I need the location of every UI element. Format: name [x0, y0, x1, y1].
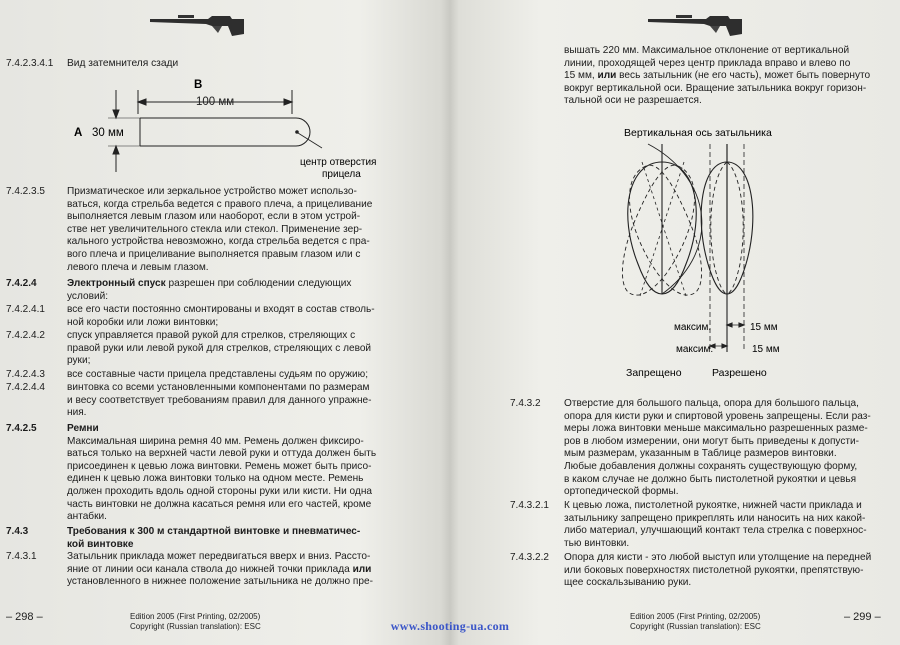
rifle-icon	[148, 6, 248, 40]
text-line: линии, проходящей через центр приклада вправо и влево по	[564, 57, 851, 69]
footer-line: Edition 2005 (First Printing, 02/2005)	[130, 612, 261, 621]
text-line: мым размерам, указанным в Таблице размеров винтовки.	[564, 448, 837, 460]
text-line: установленного в нижнее положение затыльника не должно пре-	[67, 576, 373, 588]
label-forbidden: Запрещено	[626, 367, 682, 379]
max-label: максим.	[676, 344, 714, 355]
bold-term: или	[352, 563, 372, 575]
rifle-icon	[646, 6, 746, 40]
section-number: 7.4.2.4.1	[6, 304, 45, 315]
text-line: кального устройства невозможно, когда стрельба ведется с пра-	[67, 236, 370, 248]
section-number: 7.4.2.4.2	[6, 330, 45, 341]
text-line: тью винтовки.	[564, 537, 630, 549]
text-line: Отверстие для большого пальца, опора для большого пальца,	[564, 398, 859, 409]
text-line: правой руки или левой рукой для стрелков, стреляющих с левой	[67, 342, 372, 354]
text-line: ров в любом измерении, они могут быть приведены к допусти-	[564, 435, 860, 447]
text-line: спуск управляется правой рукой для стрелков, стреляющих с	[67, 330, 356, 341]
text-line: все составные части прицела представлены судьям по оружию;	[67, 369, 369, 380]
text-line: вышать 220 мм. Максимальное отклонение от вертикальной	[564, 45, 850, 56]
text-line: Максимальная ширина ремня 40 мм. Ремень должен фиксиро-	[67, 435, 364, 447]
text-line: условий:	[67, 290, 109, 302]
text-line: затыльнику запрещено прикреплять или наносить на них какой-	[564, 512, 866, 524]
dim-15: 15 мм	[750, 322, 778, 333]
section-title: Ремни	[67, 423, 99, 434]
text-line: Опора для кисти - это любой выступ или утолщение на передней	[564, 552, 872, 563]
text-line: меры ложа винтовки меньше максимально разрешенных разме-	[564, 423, 868, 435]
text-line: тальной оси не разрешается.	[564, 95, 702, 107]
text-line: стве нет увеличительного стекла или стекол. Применение зер-	[67, 223, 363, 235]
section-number: 7.4.3.1	[6, 551, 37, 562]
text-line: щее соскальзыванию руки.	[564, 577, 692, 589]
text-line: Требования к 300 м стандартной винтовке и пневматичес-	[67, 526, 361, 537]
buttplate-diagram	[602, 122, 852, 384]
section-text	[67, 278, 385, 303]
text-line: левого плеча и левым глазом.	[67, 261, 209, 273]
max-label: максим.	[674, 322, 712, 333]
text-line: должен проходить вдоль одной стороны руки или кисти. Ни одна	[67, 485, 373, 497]
text-line: присоединен к цевью ложа винтовки. Ремень может быть присо-	[67, 460, 372, 472]
text-line: ваться только на верхней части левой руки и оттуда должен быть	[67, 448, 377, 460]
text-line: кой винтовке	[67, 538, 134, 550]
section-text	[67, 186, 385, 274]
bold-term: Электронный спуск	[67, 278, 166, 289]
bold-term: или	[597, 70, 617, 82]
left-page	[0, 0, 448, 645]
text-run: разрешен при соблюдении следующих	[165, 278, 352, 289]
footer-line: Copyright (Russian translation): ESC	[630, 621, 761, 631]
text-line: часть винтовки не должна касаться ремня или его частей, кроме	[67, 498, 372, 510]
text-line: Любые добавления должны сохранять существующую форму,	[564, 460, 858, 472]
text-line: вокруг вертикальной оси. Вращение затыльника вокруг горизон-	[564, 82, 867, 94]
label-b: B	[194, 79, 203, 91]
right-page	[452, 0, 900, 645]
text-line: либо материал, улучшающий контакт тела стрелка с поверхнос-	[564, 525, 867, 537]
text-run: 15 мм,	[564, 70, 598, 82]
diagram-title: Вертикальная ось затыльника	[624, 127, 772, 139]
section-number: 7.4.2.5	[6, 423, 37, 434]
text-line: ной коробки или ложи винтовки;	[67, 316, 219, 328]
text-line: вого плеча и прицеливание выполняется правым глазом или с	[67, 248, 361, 260]
section-number: 7.4.2.4	[6, 278, 37, 289]
page-number: – 299 –	[844, 611, 881, 623]
label-allowed: Разрешено	[712, 367, 767, 379]
label-a: A	[74, 127, 83, 139]
text-run: яние от линии оси канала ствола до нижней точки приклада	[67, 563, 353, 575]
caption-line1: центр отверстия	[300, 157, 377, 168]
section-number: 7.4.3.2.2	[510, 552, 549, 563]
text-line: или боковых поверхностях пистолетной рукоятки, препятствую-	[564, 564, 864, 576]
text-line: выполняется левым глазом или наоборот, если в этом устрой-	[67, 211, 361, 223]
text-line: ния.	[67, 407, 87, 419]
caption-line2: прицела	[322, 169, 361, 180]
text-line: ваться, когда стрельба ведется с правого плеча, а прицеливание	[67, 198, 373, 210]
text-line: в каком случае не должно быть пистолетной рукоятки и цевья	[564, 473, 857, 485]
section-text	[67, 382, 385, 420]
text-line: руки;	[67, 355, 91, 367]
text-line: ортопедической формы.	[564, 486, 679, 498]
text-line: К цевью ложа, пистолетной рукоятке, нижней части приклада и	[564, 500, 862, 511]
text-line: Призматическое или зеркальное устройство может использо-	[67, 186, 357, 197]
dim-100: 100 мм	[196, 96, 235, 108]
footer-line: Edition 2005 (First Printing, 02/2005)	[630, 612, 761, 621]
section-number: 7.4.3.2	[510, 398, 541, 409]
section-number: 7.4.2.4.4	[6, 382, 45, 393]
section-text	[67, 330, 385, 368]
section-number: 7.4.2.3.5	[6, 186, 45, 197]
section-text	[67, 369, 385, 382]
section-text	[564, 500, 890, 550]
text-line: Затыльник приклада может передвигаться вверх и вниз. Рассто-	[67, 551, 371, 562]
section-text	[564, 398, 890, 499]
text-line: антабки.	[67, 511, 107, 523]
text-line: винтовка со всеми установленными компонентами по размерам	[67, 382, 370, 393]
dim-30: 30 мм	[92, 127, 124, 139]
section-text	[67, 423, 385, 524]
continued-text	[564, 45, 890, 108]
blinder-diagram	[60, 72, 390, 184]
footer-line: Copyright (Russian translation): ESC	[130, 621, 261, 631]
section-text	[67, 304, 385, 329]
dim-15: 15 мм	[752, 344, 780, 355]
section-title: Вид затемнителя сзади	[67, 58, 179, 69]
text-line: единен к цевью ложа винтовки только на одном месте. Ремень	[67, 473, 364, 485]
section-number: 7.4.3	[6, 526, 29, 537]
text-line: опора для кисти руки и спиртовой уровень запрещены. Если раз-	[564, 410, 871, 422]
section-title	[67, 526, 385, 551]
section-text	[67, 551, 385, 589]
text-line: и весу соответствует требованиям правил для данного упражне-	[67, 394, 372, 406]
section-text	[564, 552, 890, 590]
page-number: – 298 –	[6, 611, 43, 623]
text-line: все его части постоянно смонтированы и входят в состав стволь-	[67, 304, 375, 315]
watermark: www.shooting-ua.com	[390, 619, 510, 633]
section-number: 7.4.3.2.1	[510, 500, 549, 511]
text-run: весь затыльник (не его часть), может быть повернуто	[616, 70, 871, 82]
section-number: 7.4.2.3.4.1	[6, 58, 54, 69]
section-number: 7.4.2.4.3	[6, 369, 45, 380]
